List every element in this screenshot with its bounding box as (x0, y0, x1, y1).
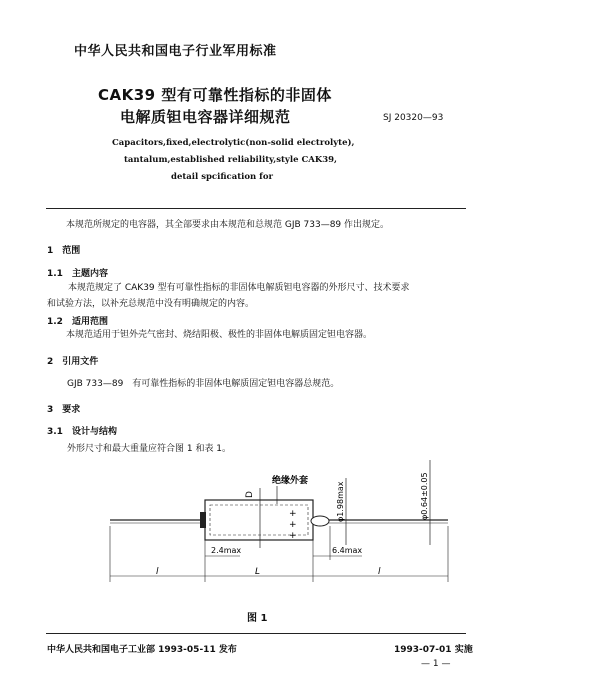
section-3-1-heading: 3.1 设计与结构 (47, 427, 117, 437)
section-3-heading: 3 要求 (47, 405, 81, 415)
section-1-heading: 1 范围 (47, 246, 81, 256)
section-1-1-text-line-1: 本规范规定了 CAK39 型有可靠性指标的非固体电解质钽电容器的外形尺寸、技术要求 (68, 283, 410, 293)
section-1-1-text-line-2: 和试验方法，以补充总规范中没有明确规定的内容。 (47, 299, 255, 309)
section-1-2-text: 本规范适用于钽外壳气密封、烧结阳极、极性的非固体电解质固定钽电容器。 (66, 330, 373, 340)
section-1-1-heading: 1.1 主题内容 (47, 269, 108, 279)
body-length-label: L (255, 567, 261, 577)
capacitor-body (205, 500, 313, 540)
issued-date: 中华人民共和国电子工业部 1993-05-11 发布 (47, 645, 237, 655)
polarity-plus-3: + (289, 531, 297, 541)
left-dim-label: 2.4max (211, 546, 242, 555)
seal-bead (311, 516, 329, 526)
polarity-plus-1: + (289, 509, 297, 519)
section-2-heading: 2 引用文件 (47, 357, 99, 367)
wire-diameter-label: φ0.64±0.05 (420, 472, 429, 520)
lead-diameter-label: φ1.98max (336, 481, 345, 522)
insulation-sleeve-label: 绝缘外套 (272, 476, 309, 486)
document-title-line-1: CAK39 型有可靠性指标的非固体 (98, 86, 332, 104)
polarity-plus-2: + (289, 520, 297, 530)
effective-date: 1993-07-01 实施 (394, 645, 473, 655)
english-title-line-2: tantalum,established reliability,style CAK39, (124, 155, 337, 165)
english-title-line-1: Capacitors,fixed,electrolytic(non-solid electrolyte), (112, 138, 355, 148)
figure-caption: 图 1 (247, 613, 268, 624)
diameter-label: D (245, 491, 255, 498)
section-2-text: GJB 733—89 有可靠性指标的非固体电解质固定钽电容器总规范。 (67, 379, 340, 389)
standard-category-header: 中华人民共和国电子行业军用标准 (74, 44, 277, 59)
intro-paragraph: 本规范所规定的电容器，其全部要求由本规范和总规范 GJB 733—89 作出规定。 (66, 220, 390, 230)
page-number: — 1 — (421, 659, 451, 669)
standard-number: SJ 20320—93 (383, 113, 444, 123)
english-title-line-3: detail spcification for (171, 172, 273, 182)
section-3-1-text: 外形尺寸和最大重量应符合图 1 和表 1。 (67, 444, 232, 454)
right-dim-label: 6.4max (332, 546, 363, 555)
section-1-2-heading: 1.2 适用范围 (47, 317, 108, 327)
document-title-line-2: 电解质钽电容器详细规范 (120, 108, 291, 126)
lead-length-right-label: l (378, 567, 381, 577)
left-end-cap (200, 512, 206, 528)
bottom-divider (46, 633, 466, 634)
lead-length-left-label: l (156, 567, 159, 577)
